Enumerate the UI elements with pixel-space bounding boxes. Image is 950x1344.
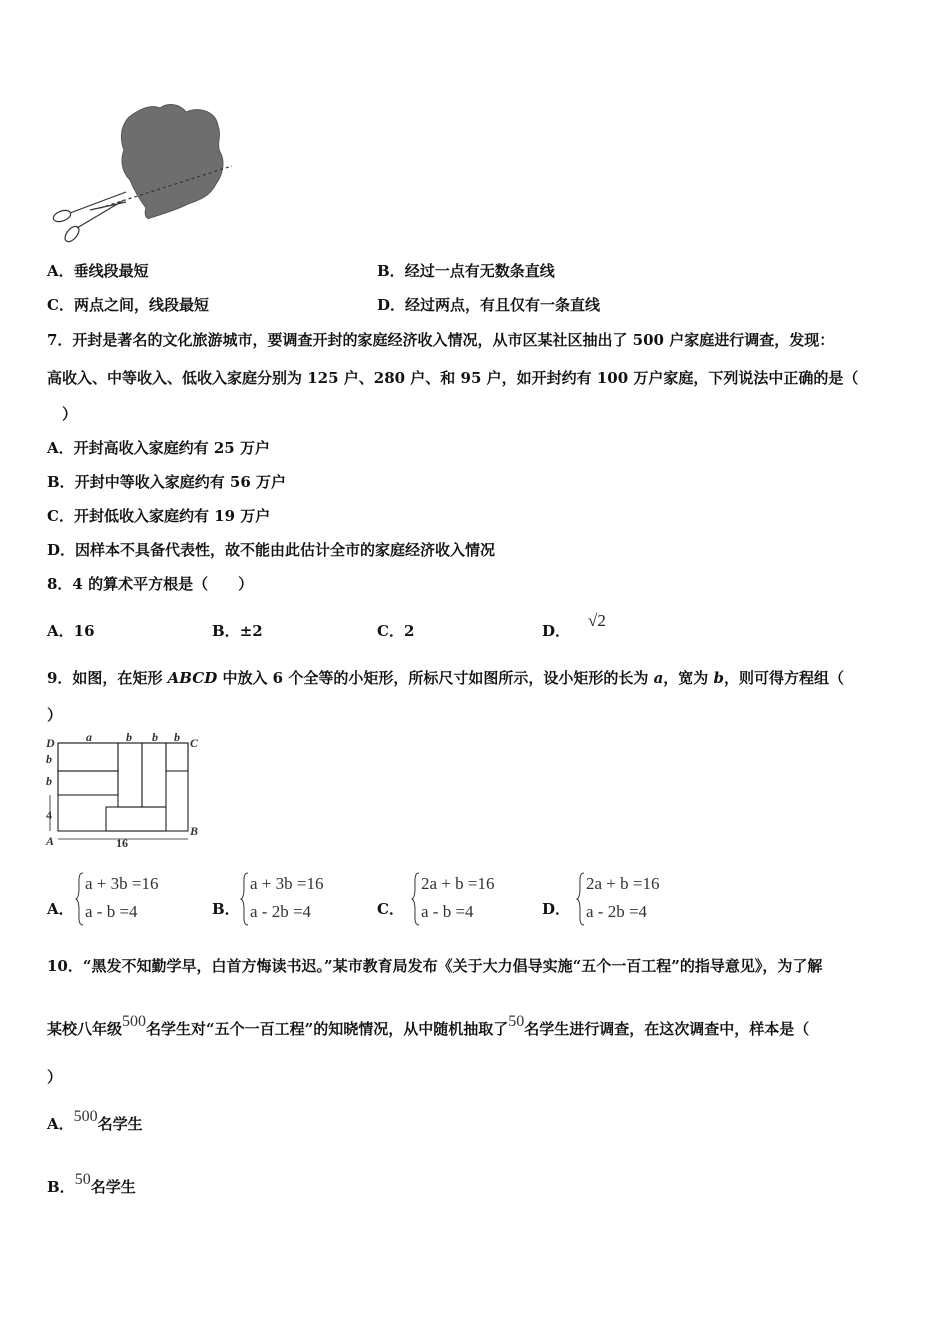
q9-rect-name: ABCD	[167, 669, 218, 687]
left-brace-icon	[576, 872, 586, 926]
label-left-b1: b	[46, 752, 52, 766]
q9-var-a: a	[653, 669, 664, 687]
q9-stem-part: ，则可得方程组（	[724, 669, 845, 687]
option-text: 16	[73, 622, 95, 640]
q9-option-c[interactable]	[377, 868, 537, 926]
number-50: 50	[508, 1013, 525, 1030]
label-top-b1: b	[126, 733, 132, 744]
equation-2: a - 2b =4	[586, 902, 648, 921]
q10-stem-part: 名学生进行调查，在这次调查中，样本是（	[524, 1020, 810, 1038]
label-c: C	[190, 736, 199, 750]
q9-option-d[interactable]	[542, 868, 702, 926]
q9-stem-part: 9．如图，在矩形	[47, 669, 168, 687]
q9-stem-line2: ）	[47, 706, 63, 724]
option-text: 两点之间，线段最短	[73, 296, 209, 314]
q8-option-a[interactable]	[47, 620, 95, 641]
q6-option-c[interactable]	[47, 294, 209, 315]
number-500: 500	[73, 1108, 98, 1125]
small-rect-3	[118, 743, 142, 807]
small-rect-5	[166, 743, 188, 771]
q7-stem-line1: 7．开封是著名的文化旅游城市，要调查开封的家庭经济收入情况，从市区某社区抽出了 500 户家庭进行调查，发现：	[47, 331, 835, 349]
q10-stem-line3: ）	[47, 1068, 63, 1086]
equation-1: 2a + b =16	[421, 874, 495, 893]
option-letter: D．	[542, 900, 571, 918]
option-text: 因样本不具备代表性，故不能由此估计全市的家庭经济收入情况	[75, 541, 496, 559]
q6-option-a[interactable]	[47, 260, 149, 281]
label-b: B	[190, 824, 199, 838]
sqrt-two: √2	[588, 611, 606, 630]
option-letter: C．	[47, 507, 74, 525]
q9-stem-part: ，宽为	[663, 669, 714, 687]
scissors-icon	[52, 192, 126, 244]
option-letter: B．	[377, 262, 405, 280]
q8-option-d[interactable]	[542, 611, 606, 641]
small-rect-1	[58, 743, 118, 771]
q9-option-a[interactable]	[47, 868, 207, 926]
option-text: 2	[403, 622, 415, 640]
q7-stem-line3: ）	[62, 405, 78, 423]
option-letter: A．	[47, 900, 74, 918]
number-50: 50	[74, 1171, 91, 1188]
option-text: 名学生	[97, 1115, 143, 1133]
label-left-4: 4	[46, 808, 52, 822]
option-letter: A．	[47, 622, 74, 640]
option-letter: A．	[47, 439, 74, 457]
equation-2: a - b =4	[85, 902, 138, 921]
q8-option-b[interactable]	[212, 620, 263, 641]
q10-stem-line2	[47, 1013, 810, 1039]
outer-rectangle	[58, 743, 188, 831]
small-rect-2	[58, 771, 118, 795]
option-letter: A．	[47, 1115, 74, 1133]
q8-option-c[interactable]	[377, 620, 414, 641]
label-a: A	[46, 834, 55, 848]
option-letter: C．	[377, 622, 404, 640]
label-top-a: a	[86, 733, 92, 744]
q9-stem-line1	[47, 667, 844, 688]
option-letter: B．	[47, 1178, 75, 1196]
option-letter: B．	[212, 622, 240, 640]
option-text: 名学生	[90, 1178, 136, 1196]
equation-2: a - 2b =4	[250, 902, 312, 921]
q10-option-a[interactable]	[47, 1108, 143, 1134]
equation-1: a + 3b =16	[85, 874, 159, 893]
left-brace-icon	[411, 872, 421, 926]
option-letter: D．	[542, 622, 571, 640]
equation-1: a + 3b =16	[250, 874, 324, 893]
q7-option-c[interactable]	[47, 505, 270, 526]
label-top-b2: b	[152, 733, 158, 744]
q7-option-a[interactable]	[47, 437, 270, 458]
option-letter: B．	[212, 900, 240, 918]
option-letter: C．	[377, 900, 404, 918]
q8-stem: 8．4 的算术平方根是（ ）	[47, 575, 254, 593]
option-text: 开封低收入家庭约有 19 万户	[73, 507, 271, 525]
q9-option-b[interactable]	[212, 868, 372, 926]
option-letter: B．	[47, 473, 75, 491]
q9-stem-part: 中放入 6 个全等的小矩形，所标尺寸如图所示，设小矩形的长为	[217, 669, 654, 687]
left-brace-icon	[75, 872, 85, 926]
q7-option-b[interactable]	[47, 471, 286, 492]
label-bottom-16: 16	[116, 836, 128, 849]
option-text: 开封中等收入家庭约有 56 万户	[74, 473, 287, 491]
option-letter: D．	[377, 296, 406, 314]
option-text: 垂线段最短	[73, 262, 149, 280]
small-rect-4	[142, 743, 166, 807]
equation-1: 2a + b =16	[586, 874, 660, 893]
leaf-scissors-figure	[50, 100, 240, 245]
q9-var-b: b	[713, 669, 725, 687]
rectangle-figure	[44, 733, 204, 849]
q10-stem-part: 名学生对“五个一百工程”的知晓情况，从中随机抽取了	[146, 1020, 509, 1038]
q7-stem-line2: 高收入、中等收入、低收入家庭分别为 125 户、280 户、和 95 户，如开封约有 100 万户家庭，下列说法中正确的是（	[47, 369, 859, 387]
number-500: 500	[122, 1013, 147, 1030]
label-d: D	[46, 736, 55, 750]
small-rect-6	[106, 807, 166, 831]
option-text: 经过两点，有且仅有一条直线	[405, 296, 601, 314]
q10-option-b[interactable]	[47, 1171, 136, 1197]
q10-stem-part: 某校八年级	[47, 1020, 123, 1038]
q10-stem-line1: 10．“黑发不知勤学早，白首方悔读书迟。”某市教育局发布《关于大力倡导实施“五个一百工程”的指导意见》，为了解	[47, 957, 823, 975]
left-brace-icon	[240, 872, 250, 926]
label-top-b3: b	[174, 733, 180, 744]
option-text: 经过一点有无数条直线	[404, 262, 555, 280]
q7-option-d[interactable]	[47, 539, 495, 560]
option-text: 开封高收入家庭约有 25 万户	[73, 439, 270, 457]
option-letter: A．	[47, 262, 74, 280]
option-letter: D．	[47, 541, 76, 559]
label-left-b2: b	[46, 774, 52, 788]
leaf-shape	[121, 105, 223, 219]
q6-option-d[interactable]	[377, 294, 600, 315]
q6-option-b[interactable]	[377, 260, 555, 281]
option-text: ±2	[239, 622, 263, 640]
equation-2: a - b =4	[421, 902, 474, 921]
option-letter: C．	[47, 296, 74, 314]
